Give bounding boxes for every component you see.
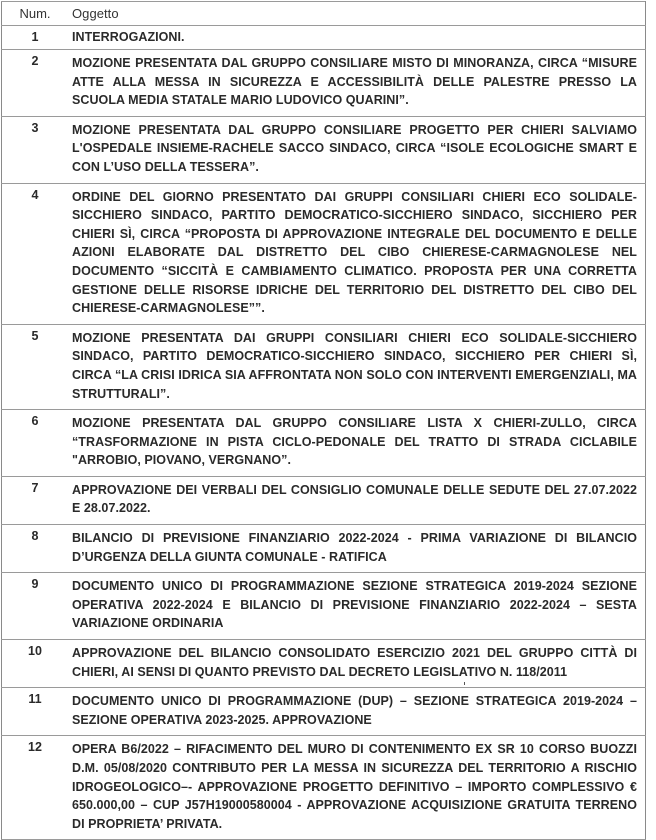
item-number: 5	[31, 328, 39, 343]
agenda-table	[1, 1, 646, 840]
table-row	[2, 183, 646, 324]
item-subject: MOZIONE PRESENTATA DAL GRUPPO CONSILIARE PROGETTO PER CHIERI SALVIAMO L'OSPEDALE INSIEME-RACHELE SACCO SINDACO, CIRCA “ISOLE ECOLOGICHE SMART E CON L’USO DELLA TESSERA”.	[72, 122, 637, 174]
header-num: Num.	[19, 6, 51, 21]
item-subject: DOCUMENTO UNICO DI PROGRAMMAZIONE SEZIONE STRATEGICA 2019-2024 SEZIONE OPERATIVA 2022-2024 E BILANCIO DI PREVISIONE FINANZIARIO 2022-2024 – SESTA VARIAZIONE ORDINARIA	[72, 579, 637, 631]
header-object: Oggetto	[72, 6, 119, 21]
item-number: 6	[31, 414, 39, 429]
item-subject: MOZIONE PRESENTATA DAI GRUPPI CONSILIARI CHIERI ECO SOLIDALE-SICCHIERO SINDACO, PARTITO DEMOCRATICO-SICCHIERO SINDACO, SICCHIERO PER CHIERI SÌ, CIRCA “LA CRISI IDRICA SIA AFFRONTATA NON SOLO CON INTERVENTI EMERGENZIALI, MA STRUTTURALI”.	[72, 330, 637, 401]
item-number: 12	[28, 740, 42, 755]
table-row	[2, 476, 646, 524]
table-row	[2, 525, 646, 573]
item-number: 10	[28, 644, 42, 659]
scan-mark	[464, 682, 465, 685]
table-row	[2, 688, 646, 736]
item-subject: BILANCIO DI PREVISIONE FINANZIARIO 2022-2024 - PRIMA VARIAZIONE DI BILANCIO D’URGENZA DELLA GIUNTA COMUNALE - RATIFICA	[72, 531, 637, 564]
item-number: 3	[31, 120, 39, 135]
item-subject: INTERROGAZIONI.	[72, 30, 185, 44]
table-row	[2, 116, 646, 183]
item-number: 4	[31, 187, 39, 202]
item-number: 1	[31, 30, 39, 44]
table-row	[2, 573, 646, 640]
item-number: 11	[28, 692, 42, 707]
item-subject: OPERA B6/2022 – RIFACIMENTO DEL MURO DI CONTENIMENTO EX SR 10 CORSO BUOZZI D.M. 05/08/2020 CONTRIBUTO PER LA MESSA IN SICUREZZA DEL TERRITORIO A RISCHIO IDROGEOLOGICO–- APPROVAZIONE PROGETTO DEFINITIVO – IMPORTO COMPLESSIVO € 650.000,00 – CUP J57H19000580004 - APPROVAZIONE ACQUISIZIONE GRATUITA TERRENO DI PROPRIETA’ PRIVATA.	[72, 742, 637, 831]
table-row	[2, 736, 646, 840]
table-row	[2, 50, 646, 117]
item-subject: MOZIONE PRESENTATA DAL GRUPPO CONSILIARE LISTA X CHIERI-ZULLO, CIRCA “TRASFORMAZIONE IN PISTA CICLO-PEDONALE DEL TRATTO DI STRADA CICLABILE "ARROBIO, PIOVANO, VERGNANO”.	[72, 416, 637, 468]
item-number: 2	[31, 54, 39, 68]
item-subject: DOCUMENTO UNICO DI PROGRAMMAZIONE (DUP) – SEZIONE STRATEGICA 2019-2024 – SEZIONE OPERATIVA 2023-2025. APPROVAZIONE	[72, 694, 637, 727]
table-row	[2, 410, 646, 477]
table-row	[2, 324, 646, 409]
item-subject: APPROVAZIONE DEL BILANCIO CONSOLIDATO ESERCIZIO 2021 DEL GRUPPO CITTÀ DI CHIERI, AI SENSI DI QUANTO PREVISTO DAL DECRETO LEGISLATIVO N. 118/2011	[72, 646, 637, 679]
item-subject: ORDINE DEL GIORNO PRESENTATO DAI GRUPPI CONSILIARI CHIERI ECO SOLIDALE-SICCHIERO SINDACO, PARTITO DEMOCRATICO-SICCHIERO SINDACO, SICCHIERO PER CHIERI SÌ, CIRCA “PROPOSTA DI APPROVAZIONE INTEGRALE DEL DOCUMENTO E DELLE AZIONI ELABORATE DAL DISTRETTO DEL CIBO CHIERESE-CARMAGNOLESE NEL DOCUMENTO “SICCITÀ E CAMBIAMENTO CLIMATICO. PROPOSTA PER UNA CORRETTA GESTIONE DELLE RISORSE IDRICHE DEL TERRITORIO DEL DISTRETTO DEL CIBO DEL CHIERESE-CARMAGNOLESE””.	[72, 189, 637, 316]
item-number: 9	[31, 577, 39, 592]
table-row	[2, 26, 646, 50]
table-row	[2, 640, 646, 688]
item-number: 7	[31, 480, 39, 495]
item-number: 8	[31, 529, 39, 544]
item-subject: MOZIONE PRESENTATA DAL GRUPPO CONSILIARE MISTO DI MINORANZA, CIRCA “MISURE ATTE ALLA MESSA IN SICUREZZA E ACCESSIBILITÀ DELLE PALESTRE PRESSO LA SCUOLA MEDIA STATALE MARIO LUDOVICO QUARINI”.	[72, 56, 637, 108]
table-header-row	[2, 2, 646, 26]
item-subject: APPROVAZIONE DEI VERBALI DEL CONSIGLIO COMUNALE DELLE SEDUTE DEL 27.07.2022 E 28.07.2022.	[72, 482, 637, 516]
